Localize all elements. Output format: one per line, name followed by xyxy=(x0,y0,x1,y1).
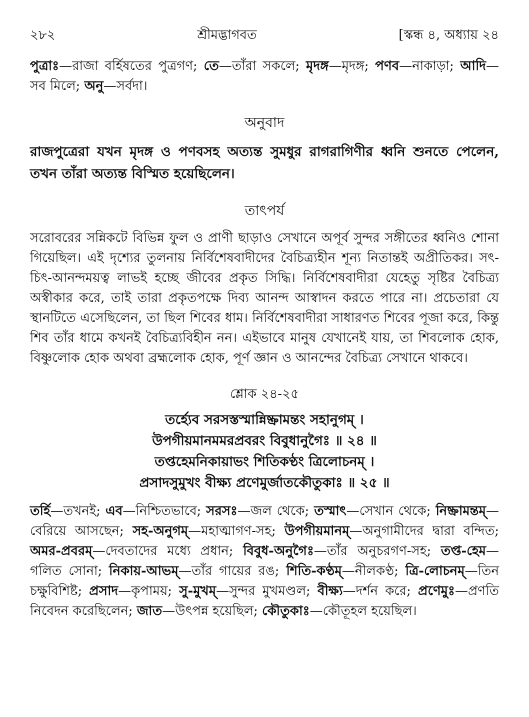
gloss-term: এব xyxy=(105,504,123,519)
word-meanings-top xyxy=(30,57,499,97)
verse-heading: শ্লোক ২৪-২৫ xyxy=(230,387,299,402)
translation-text: রাজপুত্রেরা যখন মৃদঙ্গ ও পণবসহ অত্যন্ত সুমধুর রাগরাগিণীর ধ্বনি শুনতে পেলেন, তখন তাঁরা অত্যন্ত বিস্মিত হয়েছিলেন। xyxy=(30,144,499,182)
gloss-meaning: —জল থেকে; xyxy=(237,504,315,519)
gloss-term: শিতি-কণ্ঠম্ xyxy=(286,564,342,579)
gloss-meaning: —সব মিলে; xyxy=(30,59,500,94)
gloss-term: তর্হি xyxy=(30,504,51,519)
gloss-term: মৃদঙ্গ xyxy=(306,59,329,74)
gloss-meaning: —কৌতূহল হয়েছিল। xyxy=(309,604,417,619)
gloss-term: তপ্ত-হেম xyxy=(440,544,486,559)
gloss-term: প্রসাদ xyxy=(89,584,119,599)
page-number: ২৮২ xyxy=(30,28,56,43)
gloss-term: সু-মুখম্ xyxy=(179,584,217,599)
gloss-meaning: —তিন চক্ষুবিশিষ্ট; xyxy=(30,564,499,599)
gloss-term: নিষ্ক্রামন্তম্ xyxy=(435,504,486,519)
gloss-meaning: —নিশ্চিতভাবে; xyxy=(122,504,207,519)
gloss-term: নিকায়-আভম্ xyxy=(109,564,179,579)
gloss-meaning: —নীলকণ্ঠ; xyxy=(341,564,406,579)
gloss-meaning: —কৃপাময়; xyxy=(118,584,180,599)
book-title: শ্রীমদ্ভাগবত xyxy=(197,28,257,43)
gloss-meaning: —মৃদঙ্গ; xyxy=(328,59,376,74)
gloss-meaning: —মহাত্মাগণ-সহ; xyxy=(188,524,285,539)
gloss-meaning: —তখনই; xyxy=(50,504,106,519)
gloss-meaning: —গলিত সোনা; xyxy=(30,544,499,579)
gloss-term: পুত্রাঃ xyxy=(30,59,60,74)
gloss-term: বীক্ষ্য xyxy=(317,584,343,599)
gloss-term: সহ-অনুগম্ xyxy=(132,524,189,539)
gloss-term: সরসঃ xyxy=(206,504,238,519)
gloss-meaning: —বেরিয়ে আসছেন; xyxy=(30,504,499,539)
gloss-term: প্রণেমুঃ xyxy=(418,584,455,599)
gloss-term: অমর-প্রবরম্ xyxy=(30,544,93,559)
gloss-term: কৌতুকাঃ xyxy=(262,604,310,619)
gloss-meaning: —উৎপন্ন হয়েছিল; xyxy=(162,604,263,619)
word-meanings-bottom xyxy=(30,502,499,622)
gloss-meaning: —তাঁরা সকলে; xyxy=(218,59,307,74)
gloss-term: অনু xyxy=(84,79,104,94)
gloss-meaning: —রাজা বর্হিষতের পুত্রগণ; xyxy=(59,59,204,74)
gloss-meaning: —তাঁর গায়ের রঙ; xyxy=(178,564,287,579)
gloss-term: ত্রি-লোচনম্ xyxy=(405,564,465,579)
gloss-meaning: —সর্বদা। xyxy=(103,79,148,94)
gloss-meaning: —অনুগামীদের দ্বারা বন্দিত; xyxy=(349,524,499,539)
gloss-meaning: —দেবতাদের মধ্যে প্রধান; xyxy=(92,544,244,559)
gloss-term: তস্মাৎ xyxy=(314,504,347,519)
gloss-term: উপগীয়মানম্ xyxy=(284,524,350,539)
gloss-meaning: —নাকাড়া; xyxy=(399,59,461,74)
verse-line: তর্হ্যেব সরসস্তস্মান্নিষ্ক্রামন্তং সহানুগম্ । xyxy=(165,412,364,428)
gloss-term: তে xyxy=(203,59,219,74)
gloss-term: পণব xyxy=(375,59,400,74)
verse-line: তপ্তহেমনিকায়াভং শিতিকণ্ঠং ত্রিলোচনম্ । xyxy=(154,454,375,470)
gloss-meaning: —প্রণতি নিবেদন করেছিলেন; xyxy=(30,584,500,619)
gloss-term: জাত xyxy=(136,604,163,619)
gloss-meaning: —সেখান থেকে; xyxy=(346,504,436,519)
purport-heading: তাৎপর্য xyxy=(244,203,285,219)
gloss-term: বিবুধ-অনুগৈঃ xyxy=(243,544,314,559)
translation-heading: অনুবাদ xyxy=(244,115,285,131)
page-header xyxy=(30,26,499,47)
chapter-reference: [স্কন্ধ ৪, অধ্যায় ২৪ xyxy=(398,28,499,43)
gloss-meaning: —দর্শন করে; xyxy=(342,584,419,599)
gloss-meaning: —তাঁর অনুচরগণ-সহ; xyxy=(313,544,441,559)
purport-text: সরোবরের সন্নিকটে বিভিন্ন ফুল ও প্রাণী ছাড়াও সেখানে অপূর্ব সুন্দর সঙ্গীতের ধ্বনিও শোনা গিয়েছিল। এই দৃশ্যের তুলনায় নির্বিশেষবাদীদের বৈচিত্র্যহীন শূন্য নিতান্তই অপ্রীতিকর। সৎ-চিৎ-আনন্দময়ত্ব লাভই হচ্ছে জীবের প্রকৃত সিদ্ধি। নির্বিশেষবাদীরা যেহেতু সৃষ্টির বৈচিত্র্য অস্বীকার করে, তাই তারা প্রকৃতপক্ষে দিব্য আনন্দ আস্বাদন করতে পারে না। প্রচেতারা যে স্থানটিতে এসেছিলেন, তা ছিল শিবের ধাম। নির্বিশেষবাদীরা সাধারণত শিবের পূজা করে, কিন্তু শিব তাঁর ধামে কখনই বৈচিত্র্যবিহীন নন। এইভাবে মানুষ যেখানেই যায়, তা শিবলোক হোক, বিষ্ণুলোক হোক অথবা ব্রহ্মলোক হোক, পূর্ণ জ্ঞান ও আনন্দের বৈচিত্র্য সেখানে থাকবে। xyxy=(30,231,499,366)
gloss-term: আদি xyxy=(460,59,487,74)
gloss-meaning: —সুন্দর মুখমণ্ডল; xyxy=(216,584,318,599)
verse-line: প্রসাদসুমুখং বীক্ষ্য প্রণেমুর্জাতকৌতুকাঃ ॥ ২৫ ॥ xyxy=(139,475,390,491)
verse-line: উপগীয়মানমমরপ্রবরং বিবুধানুগৈঃ ॥ ২৪ ॥ xyxy=(152,433,377,449)
